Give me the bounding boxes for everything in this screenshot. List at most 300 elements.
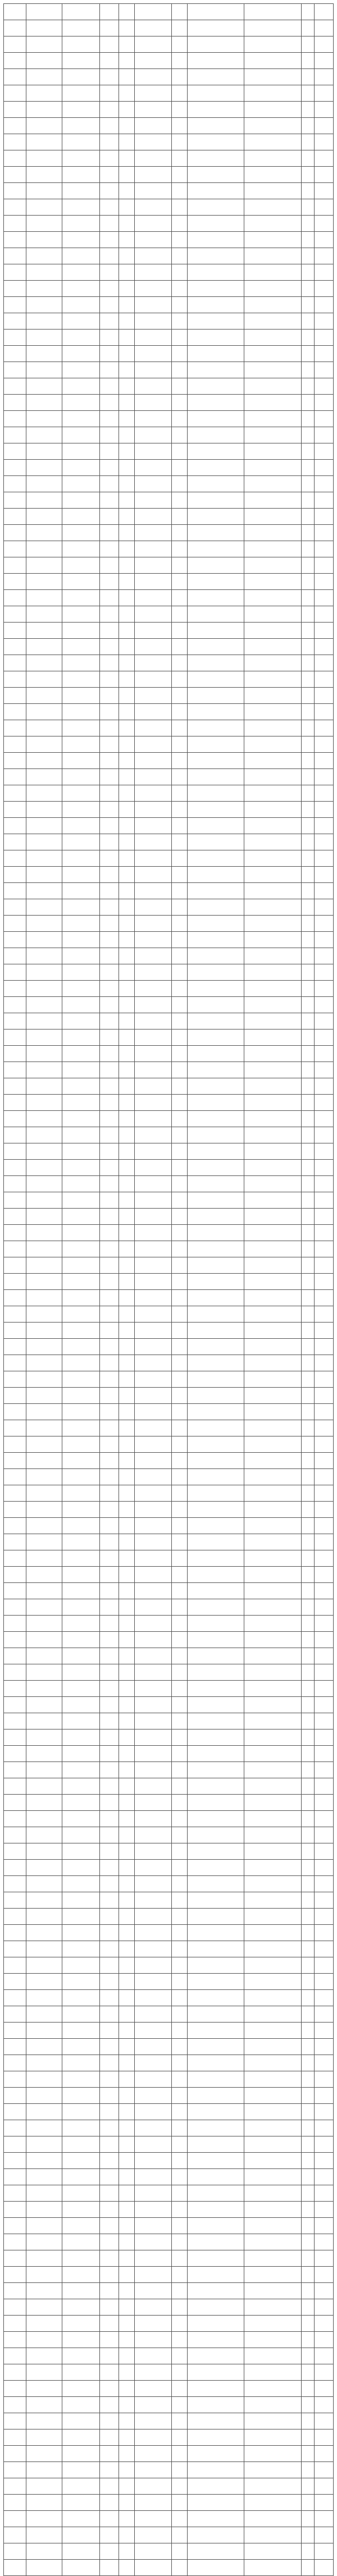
table-cell xyxy=(301,590,315,606)
table-cell xyxy=(187,2120,244,2136)
table-row xyxy=(4,2462,334,2478)
table-cell xyxy=(4,167,26,183)
table-row xyxy=(4,1209,334,1225)
table-cell xyxy=(172,1941,188,1957)
table-cell xyxy=(100,1192,119,1209)
table-cell xyxy=(172,655,188,671)
table-cell xyxy=(26,1453,62,1469)
table-cell xyxy=(187,1892,244,1909)
table-cell xyxy=(4,932,26,948)
table-cell xyxy=(244,1257,301,1274)
table-cell xyxy=(134,883,172,899)
table-cell xyxy=(134,1436,172,1453)
table-cell xyxy=(244,2348,301,2364)
table-cell xyxy=(315,2560,334,2576)
table-cell xyxy=(172,1892,188,1909)
table-cell xyxy=(315,1323,334,1339)
table-cell xyxy=(315,248,334,264)
table-cell xyxy=(187,395,244,411)
table-cell xyxy=(134,1811,172,1827)
table-cell xyxy=(26,964,62,981)
table-cell xyxy=(301,20,315,36)
table-cell xyxy=(315,2397,334,2413)
table-cell xyxy=(134,769,172,785)
table-cell xyxy=(315,1241,334,1257)
table-cell xyxy=(4,36,26,53)
table-cell xyxy=(134,1323,172,1339)
table-cell xyxy=(26,1729,62,1746)
table-cell xyxy=(26,509,62,525)
table-cell xyxy=(134,2299,172,2316)
table-cell xyxy=(187,1030,244,1046)
table-cell xyxy=(244,948,301,964)
table-cell xyxy=(26,281,62,297)
table-cell xyxy=(4,769,26,785)
table-cell xyxy=(315,834,334,850)
table-cell xyxy=(301,2104,315,2120)
table-cell xyxy=(62,1062,100,1078)
table-cell xyxy=(301,932,315,948)
table-cell xyxy=(4,736,26,753)
table-cell xyxy=(26,1990,62,2006)
table-cell xyxy=(119,2267,134,2283)
table-cell xyxy=(100,557,119,574)
table-cell xyxy=(187,1876,244,1892)
table-cell xyxy=(26,1111,62,1127)
table-cell xyxy=(187,2185,244,2202)
table-cell xyxy=(100,2202,119,2218)
table-cell xyxy=(301,1095,315,1111)
table-cell xyxy=(26,2413,62,2429)
table-row xyxy=(4,1599,334,1616)
table-cell xyxy=(301,297,315,313)
table-cell xyxy=(187,1339,244,1355)
table-cell xyxy=(100,395,119,411)
table-row xyxy=(4,2527,334,2543)
table-cell xyxy=(119,2153,134,2169)
table-cell xyxy=(134,85,172,102)
table-cell xyxy=(62,395,100,411)
table-cell xyxy=(172,199,188,216)
table-cell xyxy=(62,688,100,704)
table-cell xyxy=(187,1371,244,1388)
table-cell xyxy=(172,1534,188,1550)
table-cell xyxy=(172,69,188,85)
table-cell xyxy=(62,867,100,883)
table-cell xyxy=(26,688,62,704)
table-cell xyxy=(244,2088,301,2104)
table-cell xyxy=(100,118,119,134)
table-cell xyxy=(172,736,188,753)
table-cell xyxy=(4,2478,26,2495)
table-cell xyxy=(119,964,134,981)
table-cell xyxy=(244,1339,301,1355)
table-cell xyxy=(134,2088,172,2104)
table-cell xyxy=(187,102,244,118)
table-cell xyxy=(62,1030,100,1046)
table-cell xyxy=(4,2397,26,2413)
table-cell xyxy=(119,2202,134,2218)
table-cell xyxy=(119,1176,134,1192)
table-cell xyxy=(4,1371,26,1388)
table-cell xyxy=(4,2527,26,2543)
table-cell xyxy=(26,2478,62,2495)
table-row xyxy=(4,639,334,655)
table-cell xyxy=(134,623,172,639)
table-row xyxy=(4,2446,334,2462)
table-cell xyxy=(62,574,100,590)
table-cell xyxy=(172,216,188,232)
table-cell xyxy=(4,2202,26,2218)
table-cell xyxy=(301,427,315,443)
table-cell xyxy=(119,85,134,102)
table-cell xyxy=(172,720,188,736)
table-cell xyxy=(315,1990,334,2006)
table-cell xyxy=(100,2006,119,2023)
table-cell xyxy=(187,2560,244,2576)
table-cell xyxy=(134,948,172,964)
table-cell xyxy=(4,2332,26,2348)
table-cell xyxy=(172,834,188,850)
recruitment-table xyxy=(3,3,334,2576)
table-cell xyxy=(62,2120,100,2136)
table-cell xyxy=(134,1469,172,1485)
table-cell xyxy=(134,183,172,199)
table-cell xyxy=(4,492,26,509)
table-cell xyxy=(26,850,62,867)
table-cell xyxy=(119,1209,134,1225)
table-cell xyxy=(172,346,188,362)
table-cell xyxy=(301,1827,315,1843)
table-cell xyxy=(244,1062,301,1078)
table-row xyxy=(4,460,334,476)
table-cell xyxy=(134,362,172,378)
table-cell xyxy=(301,2153,315,2169)
table-cell xyxy=(187,1388,244,1404)
table-cell xyxy=(119,639,134,655)
table-cell xyxy=(244,2104,301,2120)
table-cell xyxy=(172,2234,188,2250)
table-cell xyxy=(26,2250,62,2267)
table-cell xyxy=(301,1274,315,1290)
table-cell xyxy=(26,183,62,199)
table-row xyxy=(4,997,334,1013)
table-cell xyxy=(62,85,100,102)
table-cell xyxy=(187,1127,244,1143)
table-cell xyxy=(62,1990,100,2006)
table-cell xyxy=(100,2348,119,2364)
table-cell xyxy=(62,2348,100,2364)
table-cell xyxy=(100,346,119,362)
table-row xyxy=(4,297,334,313)
table-cell xyxy=(301,2006,315,2023)
table-cell xyxy=(187,460,244,476)
table-cell xyxy=(119,281,134,297)
table-cell xyxy=(172,53,188,69)
table-cell xyxy=(4,671,26,688)
table-cell xyxy=(244,1323,301,1339)
table-cell xyxy=(100,1030,119,1046)
table-cell xyxy=(26,1371,62,1388)
table-cell xyxy=(62,2055,100,2071)
table-cell xyxy=(187,362,244,378)
table-cell xyxy=(172,932,188,948)
table-cell xyxy=(315,1046,334,1062)
table-cell xyxy=(301,53,315,69)
table-cell xyxy=(4,2381,26,2397)
table-cell xyxy=(4,1632,26,1648)
table-cell xyxy=(172,362,188,378)
table-cell xyxy=(172,2397,188,2413)
table-cell xyxy=(301,378,315,395)
table-cell xyxy=(244,36,301,53)
table-cell xyxy=(4,330,26,346)
table-cell xyxy=(134,1176,172,1192)
table-row xyxy=(4,2283,334,2299)
table-cell xyxy=(26,150,62,167)
table-cell xyxy=(187,1909,244,1925)
table-cell xyxy=(134,590,172,606)
table-cell xyxy=(187,2006,244,2023)
table-cell xyxy=(100,1225,119,1241)
table-cell xyxy=(4,1257,26,1274)
table-cell xyxy=(100,1013,119,1030)
table-cell xyxy=(62,2234,100,2250)
table-cell xyxy=(62,623,100,639)
table-cell xyxy=(26,1974,62,1990)
table-row xyxy=(4,932,334,948)
table-cell xyxy=(134,2218,172,2234)
table-cell xyxy=(187,118,244,134)
table-cell xyxy=(119,1518,134,1534)
table-cell xyxy=(315,1795,334,1811)
table-cell xyxy=(187,1485,244,1502)
table-row xyxy=(4,1860,334,1876)
table-cell xyxy=(315,2169,334,2185)
table-cell xyxy=(134,102,172,118)
table-row xyxy=(4,2071,334,2088)
table-cell xyxy=(134,216,172,232)
table-cell xyxy=(134,2185,172,2202)
table-cell xyxy=(244,427,301,443)
table-cell xyxy=(172,1030,188,1046)
table-cell xyxy=(134,1632,172,1648)
table-cell xyxy=(134,1860,172,1876)
table-cell xyxy=(119,1909,134,1925)
table-cell xyxy=(62,492,100,509)
table-cell xyxy=(172,753,188,769)
table-row xyxy=(4,2413,334,2429)
table-cell xyxy=(100,476,119,492)
table-cell xyxy=(172,1860,188,1876)
table-cell xyxy=(134,1290,172,1306)
table-cell xyxy=(187,1257,244,1274)
table-cell xyxy=(172,167,188,183)
table-cell xyxy=(301,2495,315,2511)
table-cell xyxy=(301,1697,315,1713)
table-cell xyxy=(315,655,334,671)
table-cell xyxy=(26,1762,62,1778)
table-cell xyxy=(26,167,62,183)
table-cell xyxy=(301,1453,315,1469)
table-cell xyxy=(244,785,301,802)
table-cell xyxy=(244,1013,301,1030)
table-cell xyxy=(119,1778,134,1795)
table-cell xyxy=(4,1746,26,1762)
table-cell xyxy=(62,1436,100,1453)
table-cell xyxy=(315,899,334,916)
table-cell xyxy=(4,541,26,557)
table-cell xyxy=(119,720,134,736)
table-cell xyxy=(301,1713,315,1729)
table-row xyxy=(4,590,334,606)
table-cell xyxy=(100,2169,119,2185)
table-cell xyxy=(315,1013,334,1030)
table-cell xyxy=(4,2250,26,2267)
table-cell xyxy=(134,2202,172,2218)
table-cell xyxy=(244,443,301,460)
table-cell xyxy=(26,1274,62,1290)
table-cell xyxy=(134,2283,172,2299)
table-cell xyxy=(100,1241,119,1257)
table-cell xyxy=(187,1290,244,1306)
table-cell xyxy=(187,20,244,36)
table-cell xyxy=(315,2071,334,2088)
table-cell xyxy=(100,1306,119,1323)
table-cell xyxy=(62,769,100,785)
table-cell xyxy=(4,590,26,606)
table-cell xyxy=(62,297,100,313)
table-cell xyxy=(119,1616,134,1632)
table-cell xyxy=(26,720,62,736)
table-cell xyxy=(119,1697,134,1713)
table-cell xyxy=(315,688,334,704)
table-row xyxy=(4,134,334,150)
table-cell xyxy=(244,2478,301,2495)
table-cell xyxy=(100,1127,119,1143)
table-cell xyxy=(119,1892,134,1909)
table-cell xyxy=(315,2234,334,2250)
table-cell xyxy=(119,834,134,850)
table-cell xyxy=(244,2055,301,2071)
table-cell xyxy=(26,411,62,427)
table-cell xyxy=(119,2397,134,2413)
table-cell xyxy=(119,264,134,281)
table-row xyxy=(4,606,334,623)
table-cell xyxy=(244,2495,301,2511)
table-cell xyxy=(187,1729,244,1746)
table-cell xyxy=(315,378,334,395)
table-cell xyxy=(187,753,244,769)
table-row xyxy=(4,1176,334,1192)
table-cell xyxy=(315,1127,334,1143)
table-cell xyxy=(62,2006,100,2023)
table-cell xyxy=(187,2381,244,2397)
table-cell xyxy=(244,102,301,118)
table-cell xyxy=(4,1827,26,1843)
table-row xyxy=(4,492,334,509)
table-cell xyxy=(301,2185,315,2202)
table-cell xyxy=(119,2413,134,2429)
table-cell xyxy=(119,1355,134,1371)
table-cell xyxy=(4,1616,26,1632)
table-cell xyxy=(26,785,62,802)
table-cell xyxy=(4,102,26,118)
table-cell xyxy=(244,639,301,655)
table-row xyxy=(4,1892,334,1909)
table-cell xyxy=(244,1990,301,2006)
table-cell xyxy=(301,264,315,281)
table-cell xyxy=(26,1664,62,1681)
table-cell xyxy=(62,1420,100,1436)
table-cell xyxy=(244,2039,301,2055)
table-cell xyxy=(315,2511,334,2527)
table-cell xyxy=(119,802,134,818)
table-cell xyxy=(119,378,134,395)
table-cell xyxy=(134,671,172,688)
table-cell xyxy=(4,2446,26,2462)
table-cell xyxy=(119,1534,134,1550)
table-cell xyxy=(119,1339,134,1355)
table-row xyxy=(4,948,334,964)
table-cell xyxy=(4,704,26,720)
table-row xyxy=(4,2332,334,2348)
table-cell xyxy=(134,378,172,395)
table-cell xyxy=(172,2039,188,2055)
table-cell xyxy=(187,1599,244,1616)
table-cell xyxy=(62,216,100,232)
table-row xyxy=(4,281,334,297)
table-cell xyxy=(134,2527,172,2543)
table-cell xyxy=(134,916,172,932)
table-cell xyxy=(301,1355,315,1371)
table-cell xyxy=(134,1827,172,1843)
table-cell xyxy=(301,802,315,818)
table-row xyxy=(4,2299,334,2316)
table-cell xyxy=(315,1111,334,1127)
table-cell xyxy=(134,720,172,736)
table-row xyxy=(4,671,334,688)
table-cell xyxy=(187,883,244,899)
table-cell xyxy=(26,2169,62,2185)
table-cell xyxy=(187,313,244,330)
table-cell xyxy=(244,1209,301,1225)
table-row xyxy=(4,216,334,232)
table-cell xyxy=(187,150,244,167)
table-cell xyxy=(4,1143,26,1160)
table-cell xyxy=(26,2397,62,2413)
table-cell xyxy=(172,1176,188,1192)
table-cell xyxy=(315,964,334,981)
table-cell xyxy=(119,216,134,232)
table-cell xyxy=(100,2429,119,2446)
table-cell xyxy=(119,2234,134,2250)
table-cell xyxy=(172,313,188,330)
table-row xyxy=(4,1225,334,1241)
table-cell xyxy=(301,1909,315,1925)
table-cell xyxy=(134,1078,172,1095)
table-cell xyxy=(301,2429,315,2446)
table-cell xyxy=(244,346,301,362)
table-cell xyxy=(187,1241,244,1257)
table-cell xyxy=(244,281,301,297)
table-cell xyxy=(4,232,26,248)
table-row xyxy=(4,1078,334,1095)
table-cell xyxy=(62,2511,100,2527)
table-cell xyxy=(62,53,100,69)
table-cell xyxy=(301,606,315,623)
table-cell xyxy=(134,2136,172,2153)
